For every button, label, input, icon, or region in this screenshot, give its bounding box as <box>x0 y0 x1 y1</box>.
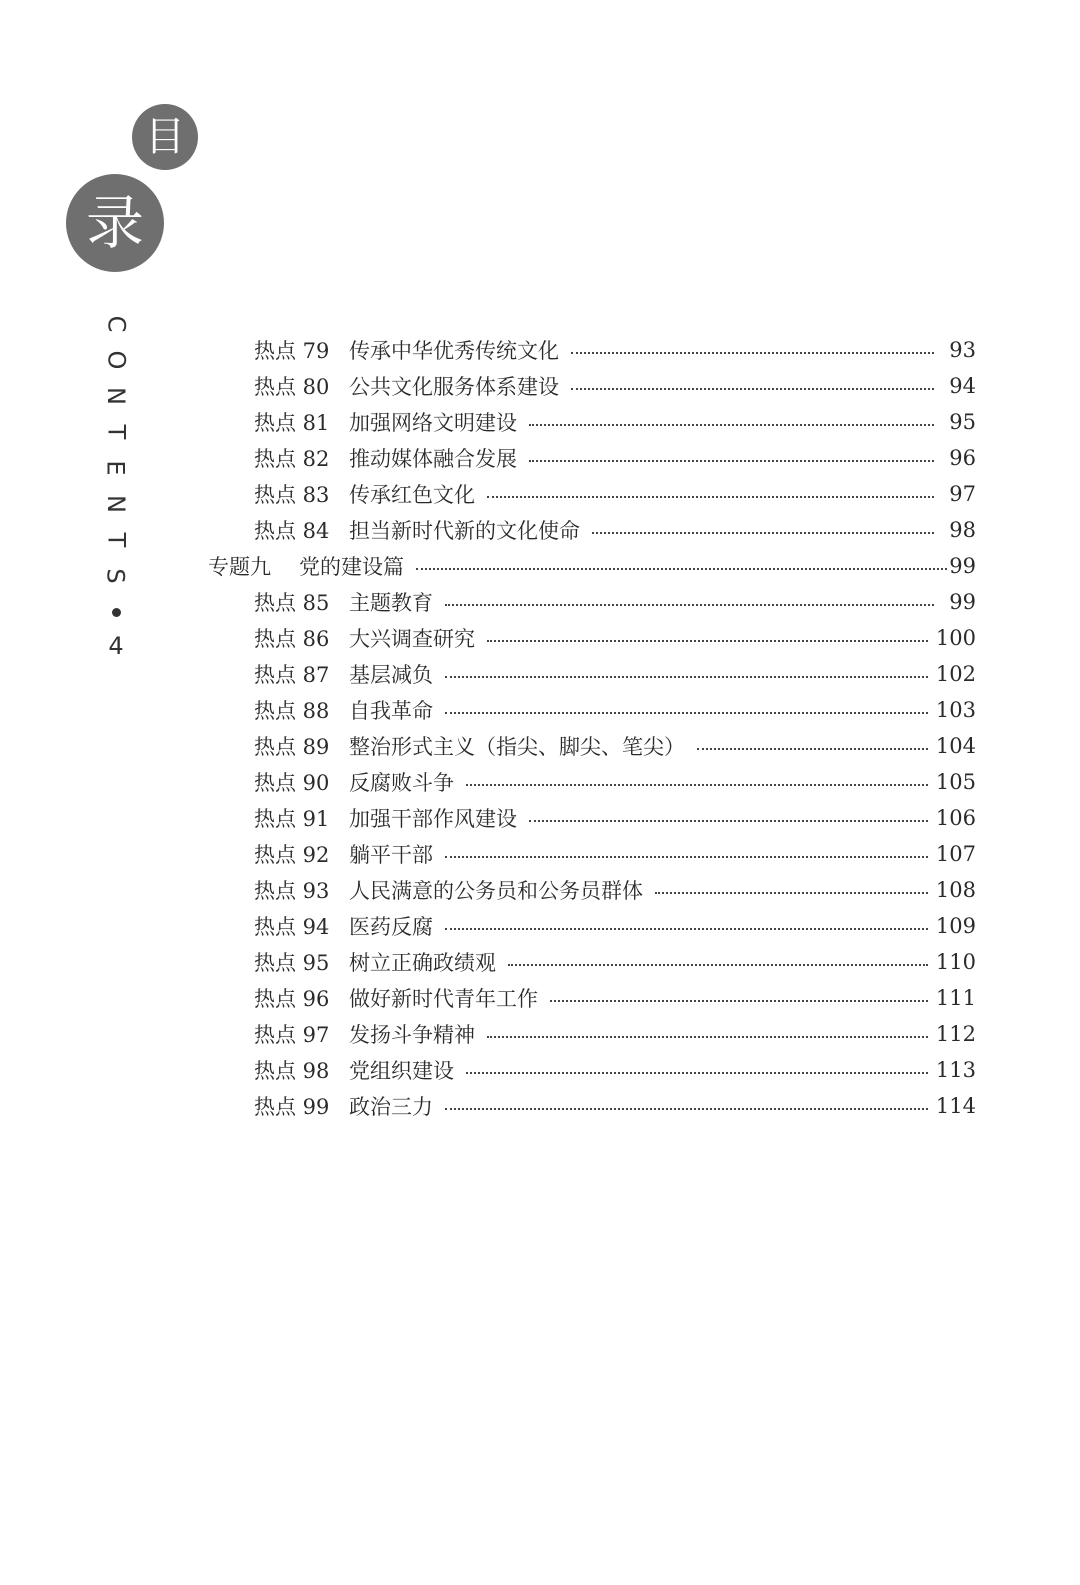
dot-leader <box>592 532 934 534</box>
toc-entry-page: 96 <box>949 446 976 470</box>
toc-entry-page: 114 <box>935 1094 976 1118</box>
toc-entry-page: 97 <box>949 482 976 506</box>
toc-entry-title: 主题教育 <box>349 591 433 615</box>
toc-entry-label: 热点 89 <box>254 735 330 759</box>
toc-entry-title: 整治形式主义（指尖、脚尖、笔尖） <box>349 735 685 759</box>
side-page-number: 4 <box>108 632 124 660</box>
toc-entry-page: 98 <box>949 518 976 542</box>
side-letter: S <box>101 568 130 584</box>
toc-entry[interactable] <box>254 1016 976 1052</box>
dot-leader <box>487 496 934 498</box>
dot-leader <box>445 676 928 678</box>
toc-entry-page: 107 <box>935 842 976 866</box>
side-letter: T <box>101 532 130 548</box>
toc-entry-label: 热点 98 <box>254 1059 330 1083</box>
dot-leader <box>445 1108 928 1110</box>
toc-entry-label: 热点 99 <box>254 1095 330 1119</box>
toc-entry-label: 热点 93 <box>254 879 330 903</box>
toc-entry[interactable] <box>254 404 976 440</box>
toc-entry[interactable] <box>254 368 976 404</box>
toc-entry-title: 政治三力 <box>349 1095 433 1119</box>
dot-leader <box>529 460 934 462</box>
toc-entry[interactable] <box>254 764 976 800</box>
toc-entry-page: 113 <box>935 1058 976 1082</box>
dot-leader <box>550 1000 928 1002</box>
toc-entry[interactable] <box>254 620 976 656</box>
dot-leader <box>445 856 928 858</box>
toc-entry-label: 热点 85 <box>254 591 330 615</box>
side-letter: N <box>101 495 130 513</box>
dot-leader <box>466 1072 928 1074</box>
toc-entry-title: 推动媒体融合发展 <box>349 447 517 471</box>
toc-entry[interactable] <box>254 476 976 512</box>
toc-entry-page: 106 <box>935 806 976 830</box>
title-char-lu: 录 <box>85 189 144 257</box>
toc-entry-title: 人民满意的公务员和公务员群体 <box>349 879 643 903</box>
toc-entry[interactable] <box>254 872 976 908</box>
toc-entry-label: 热点 88 <box>254 699 330 723</box>
dot-leader <box>416 568 947 570</box>
toc-entry-label: 热点 81 <box>254 411 330 435</box>
toc-entry[interactable] <box>254 512 976 548</box>
side-letter: C <box>101 315 130 333</box>
toc-entry-page: 103 <box>935 698 976 722</box>
toc-section-title: 党的建设篇 <box>299 555 404 579</box>
toc-entry-title: 发扬斗争精神 <box>349 1023 475 1047</box>
title-circle-mu <box>132 104 198 170</box>
toc-entry[interactable] <box>254 800 976 836</box>
dot-leader <box>655 892 928 894</box>
toc-entry-title: 基层减负 <box>349 663 433 687</box>
toc-entry-page: 108 <box>935 878 976 902</box>
toc-entry-label: 热点 82 <box>254 447 330 471</box>
toc-entry-label: 热点 95 <box>254 951 330 975</box>
toc-entry-title: 公共文化服务体系建设 <box>349 375 559 399</box>
side-letter: O <box>101 350 130 370</box>
toc-entry-page: 110 <box>935 950 976 974</box>
toc-entry[interactable] <box>254 656 976 692</box>
contents-side-label <box>96 306 136 661</box>
side-letter: E <box>101 460 130 476</box>
toc-entry-page: 95 <box>949 410 976 434</box>
toc-entry-page: 93 <box>949 338 976 362</box>
toc-entry-label: 热点 97 <box>254 1023 330 1047</box>
dot-leader <box>445 928 928 930</box>
side-letter: T <box>101 424 130 440</box>
toc-section-entry[interactable] <box>208 548 976 584</box>
toc-section-label: 专题九 <box>208 555 271 579</box>
toc-entry-title: 躺平干部 <box>349 843 433 867</box>
toc-entry-title: 反腐败斗争 <box>349 771 454 795</box>
toc-entry[interactable] <box>254 836 976 872</box>
toc-entry[interactable] <box>254 692 976 728</box>
toc-entry-label: 热点 90 <box>254 771 330 795</box>
toc-entry-title: 大兴调查研究 <box>349 627 475 651</box>
toc-entry-label: 热点 94 <box>254 915 330 939</box>
toc-entry-page: 94 <box>949 374 976 398</box>
toc-entry-title: 做好新时代青年工作 <box>349 987 538 1011</box>
toc-entry[interactable] <box>254 440 976 476</box>
toc-entry[interactable] <box>254 944 976 980</box>
dot-leader <box>487 640 928 642</box>
side-letter: N <box>101 387 130 405</box>
dot-leader <box>529 820 928 822</box>
toc-entry-page: 112 <box>935 1022 976 1046</box>
dot-leader <box>529 424 934 426</box>
dot-leader <box>697 748 928 750</box>
toc-entry-page: 111 <box>935 986 976 1010</box>
toc-entry-page: 105 <box>935 770 976 794</box>
toc-entry[interactable] <box>254 980 976 1016</box>
toc-entry-label: 热点 80 <box>254 375 330 399</box>
toc-entry-label: 热点 87 <box>254 663 330 687</box>
toc-entry-page: 99 <box>949 590 976 614</box>
toc-entry-title: 树立正确政绩观 <box>349 951 496 975</box>
dot-leader <box>445 712 928 714</box>
toc-entry-label: 热点 91 <box>254 807 330 831</box>
dot-leader <box>466 784 928 786</box>
toc-entry-page: 109 <box>935 914 976 938</box>
toc-entry-title: 医药反腐 <box>349 915 433 939</box>
toc-entry[interactable] <box>254 728 976 764</box>
toc-entry-label: 热点 86 <box>254 627 330 651</box>
dot-leader <box>487 1036 928 1038</box>
toc-entry[interactable] <box>254 332 976 368</box>
toc-entry-label: 热点 83 <box>254 483 330 507</box>
toc-entry[interactable] <box>254 1088 976 1124</box>
toc-entry-page: 100 <box>935 626 976 650</box>
toc-entry[interactable] <box>254 584 976 620</box>
toc-entry-label: 热点 92 <box>254 843 330 867</box>
toc-entry-title: 自我革命 <box>349 699 433 723</box>
toc-entry-label: 热点 79 <box>254 339 330 363</box>
toc-entry-page: 104 <box>935 734 976 758</box>
toc-entry-label: 热点 96 <box>254 987 330 1011</box>
dot-leader <box>571 388 934 390</box>
toc-entry-title: 传承红色文化 <box>349 483 475 507</box>
title-char-mu: 目 <box>145 114 185 160</box>
bullet-dot <box>112 608 121 617</box>
toc-entry[interactable] <box>254 1052 976 1088</box>
dot-leader <box>508 964 928 966</box>
toc-section-page: 99 <box>949 554 976 578</box>
toc-entry-label: 热点 84 <box>254 519 330 543</box>
toc-entry-title: 传承中华优秀传统文化 <box>349 339 559 363</box>
toc-entry[interactable] <box>254 908 976 944</box>
toc-entry-page: 102 <box>935 662 976 686</box>
toc-entry-title: 加强干部作风建设 <box>349 807 517 831</box>
toc-entry-title: 党组织建设 <box>349 1059 454 1083</box>
toc-entry-title: 担当新时代新的文化使命 <box>349 519 580 543</box>
toc-entry-title: 加强网络文明建设 <box>349 411 517 435</box>
dot-leader <box>445 604 934 606</box>
dot-leader <box>571 352 934 354</box>
title-circle-lu <box>66 174 164 272</box>
